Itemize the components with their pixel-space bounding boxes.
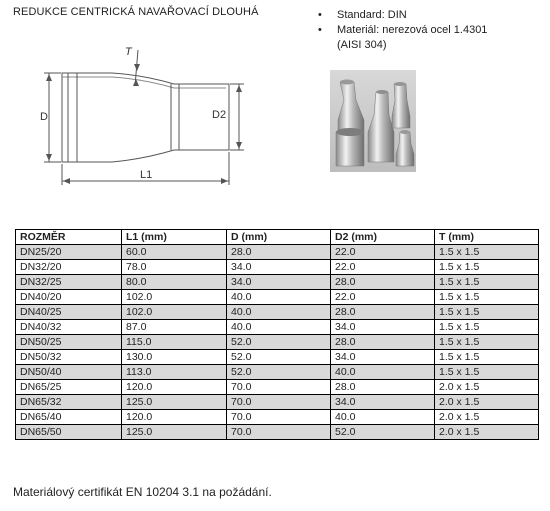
cell-l1: 87.0	[122, 320, 227, 335]
cell-d2: 22.0	[331, 260, 435, 275]
cell-size: DN65/50	[16, 425, 122, 440]
bullet-standard: • Standard: DIN	[318, 9, 407, 21]
cell-d2: 22.0	[331, 245, 435, 260]
cell-d: 70.0	[227, 395, 331, 410]
cell-size: DN40/32	[16, 320, 122, 335]
cell-d: 52.0	[227, 350, 331, 365]
table-row	[16, 365, 539, 380]
cell-t: 1.5 x 1.5	[435, 245, 539, 260]
col-header-d: D (mm)	[227, 230, 331, 245]
table-row	[16, 305, 539, 320]
label-D2: D2	[212, 109, 227, 121]
col-header-d2: D2 (mm)	[331, 230, 435, 245]
cell-t: 2.0 x 1.5	[435, 425, 539, 440]
label-L1: L1	[140, 169, 153, 181]
cell-d2: 28.0	[331, 335, 435, 350]
cell-d2: 28.0	[331, 275, 435, 290]
cell-d2: 34.0	[331, 320, 435, 335]
cell-l1: 125.0	[122, 425, 227, 440]
cell-d2: 22.0	[331, 290, 435, 305]
reducer-outline	[62, 73, 229, 162]
cell-t: 2.0 x 1.5	[435, 395, 539, 410]
cell-d: 28.0	[227, 245, 331, 260]
cell-d2: 28.0	[331, 305, 435, 320]
bullet-material: • Materiál: nerezová ocel 1.4301	[318, 24, 488, 36]
cell-d: 34.0	[227, 260, 331, 275]
cell-d: 70.0	[227, 380, 331, 395]
table-row	[16, 380, 539, 395]
cell-d2: 28.0	[331, 380, 435, 395]
cell-l1: 60.0	[122, 245, 227, 260]
table-row	[16, 350, 539, 365]
cell-size: DN25/20	[16, 245, 122, 260]
cell-l1: 130.0	[122, 350, 227, 365]
cell-t: 1.5 x 1.5	[435, 350, 539, 365]
bullet-dot-icon: •	[318, 24, 322, 36]
cell-t: 1.5 x 1.5	[435, 365, 539, 380]
label-T: T	[125, 46, 132, 58]
cell-l1: 120.0	[122, 410, 227, 425]
cell-d2: 34.0	[331, 395, 435, 410]
cell-d: 40.0	[227, 305, 331, 320]
bullet-dot-icon: •	[318, 9, 322, 21]
bullet-material-continued: (AISI 304)	[337, 39, 387, 51]
table-row	[16, 260, 539, 275]
cell-d2: 52.0	[331, 425, 435, 440]
certificate-note: Materiálový certifikát EN 10204 3.1 na požádání.	[13, 485, 272, 499]
cell-size: DN65/25	[16, 380, 122, 395]
cell-d: 34.0	[227, 275, 331, 290]
spec-bullets	[315, 8, 487, 53]
table-row	[16, 275, 539, 290]
cell-t: 1.5 x 1.5	[435, 275, 539, 290]
cell-size: DN40/25	[16, 305, 122, 320]
cell-size: DN50/32	[16, 350, 122, 365]
cell-l1: 78.0	[122, 260, 227, 275]
table-row	[16, 335, 539, 350]
label-D: D	[40, 111, 48, 123]
reducer-inner-wall	[62, 77, 226, 88]
cell-size: DN32/25	[16, 275, 122, 290]
cell-size: DN65/32	[16, 395, 122, 410]
cell-size: DN32/20	[16, 260, 122, 275]
table-row	[16, 395, 539, 410]
table-row	[16, 290, 539, 305]
reducer-drawing	[14, 38, 254, 188]
cell-t: 1.5 x 1.5	[435, 260, 539, 275]
table-row	[16, 245, 539, 260]
dimensions-table	[15, 229, 539, 440]
cell-d: 52.0	[227, 365, 331, 380]
cell-size: DN50/40	[16, 365, 122, 380]
cell-t: 1.5 x 1.5	[435, 290, 539, 305]
cell-l1: 102.0	[122, 305, 227, 320]
col-header-t: T (mm)	[435, 230, 539, 245]
cell-t: 1.5 x 1.5	[435, 305, 539, 320]
table-row	[16, 410, 539, 425]
cell-d: 40.0	[227, 320, 331, 335]
cell-l1: 115.0	[122, 335, 227, 350]
cell-l1: 80.0	[122, 275, 227, 290]
cell-t: 1.5 x 1.5	[435, 320, 539, 335]
cell-size: DN40/20	[16, 290, 122, 305]
cell-d2: 34.0	[331, 350, 435, 365]
cell-l1: 120.0	[122, 380, 227, 395]
cell-l1: 113.0	[122, 365, 227, 380]
col-header-l1: L1 (mm)	[122, 230, 227, 245]
page-title: REDUKCE CENTRICKÁ NAVAŘOVACÍ DLOUHÁ	[13, 6, 259, 18]
cell-l1: 125.0	[122, 395, 227, 410]
cell-d: 70.0	[227, 425, 331, 440]
cell-size: DN65/40	[16, 410, 122, 425]
cell-t: 2.0 x 1.5	[435, 380, 539, 395]
cell-d2: 40.0	[331, 365, 435, 380]
cell-size: DN50/25	[16, 335, 122, 350]
table-row	[16, 320, 539, 335]
cell-d: 40.0	[227, 290, 331, 305]
cell-t: 1.5 x 1.5	[435, 335, 539, 350]
table-row	[16, 425, 539, 440]
product-photo	[330, 70, 416, 172]
cell-d: 70.0	[227, 410, 331, 425]
cell-d: 52.0	[227, 335, 331, 350]
cell-d2: 40.0	[331, 410, 435, 425]
cell-t: 2.0 x 1.5	[435, 410, 539, 425]
table-header-row	[16, 230, 539, 245]
col-header-size: ROZMĚR	[16, 230, 122, 245]
cell-l1: 102.0	[122, 290, 227, 305]
